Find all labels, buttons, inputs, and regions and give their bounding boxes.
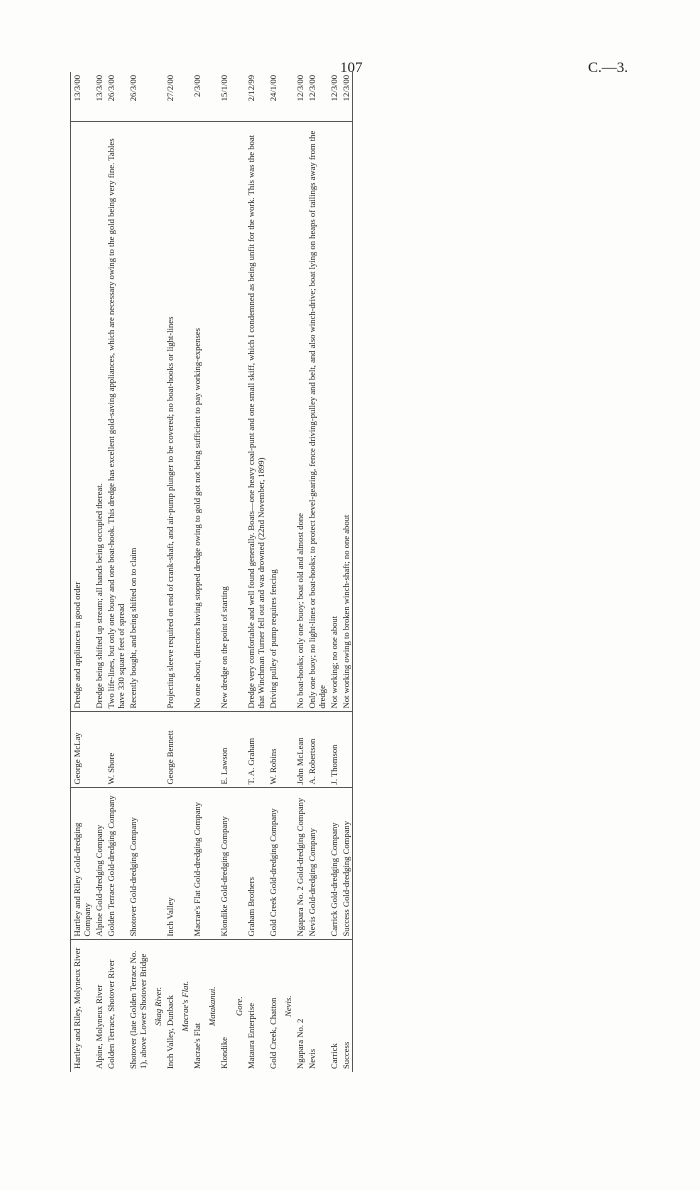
region-heading-row: [279, 72, 294, 1072]
region-heading: Matakanui.: [203, 940, 218, 1072]
remarks-cell: Dredge and appliances in good order: [71, 122, 94, 712]
owner-cell: Klondike Gold-dredging Company: [218, 788, 230, 940]
owner-cell: Alpine Gold-dredging Company: [93, 788, 105, 940]
table-row: [127, 72, 149, 1072]
dredge-name-cell: Hartley and Riley, Molyneux River: [71, 940, 94, 1072]
table-row: [71, 72, 94, 1072]
owner-cell: Ngapara No. 2 Gold-dredging Company: [294, 788, 306, 940]
owner-cell: Hartley and Riley Gold-dredging Company: [71, 788, 94, 940]
table-row: [105, 72, 127, 1072]
remarks-cell: Dredge very comfortable and well found generally. Boats—one heavy coal-punt and one small skiff, which I condemned as being unfit for the work. This was the boat that Winchman Turner fell out and was drowned (22nd November, 1899): [245, 122, 267, 712]
date-cell: 2/12/99: [246, 75, 256, 102]
date-cell: 12/3/00: [295, 75, 305, 102]
master-cell: J. Thomson: [328, 712, 340, 788]
master-cell: E. Lawson: [218, 712, 230, 788]
dredge-name-cell: Mataura Enterprise: [245, 940, 267, 1072]
table-row: [340, 72, 353, 1072]
owner-cell: Shotover Gold-dredging Company: [127, 788, 149, 940]
table-row: [267, 72, 279, 1072]
owner-cell: Gold Creek Gold-dredging Company: [267, 788, 279, 940]
date-cell: 2/3/00: [192, 75, 202, 97]
dredge-name-cell: Nevis: [306, 940, 328, 1072]
rotated-dredge-table: [70, 72, 392, 1072]
date-cell: 12/3/00: [341, 75, 351, 102]
date-cell: 12/3/00: [329, 75, 339, 102]
master-cell: W. Robins: [267, 712, 279, 788]
remarks-cell: Only one buoy; no light-lines or boat-hooks; to protect bevel-gearing, fence driving-pulley and belt, and also winch-drive; boat lying on heaps of tailings away from the dredge: [306, 122, 328, 712]
master-cell: [93, 712, 105, 788]
master-cell: John McLean: [294, 712, 306, 788]
date-cell: 26/3/00: [128, 75, 138, 102]
region-heading: Skag River.: [149, 940, 164, 1072]
dredge-name-cell: Klondike: [218, 940, 230, 1072]
date-cell: 13/3/00: [72, 75, 82, 102]
table-row: [191, 72, 203, 1072]
master-cell: George McLay: [71, 712, 94, 788]
date-cell: 13/3/00: [94, 75, 104, 102]
master-cell: T. A. Graham: [245, 712, 267, 788]
table-row: [245, 72, 267, 1072]
remarks-cell: New dredge on the point of starting: [218, 122, 230, 712]
dredge-name-cell: Shotover (late Golden Terrace No. 1), above Lower Shotover Bridge: [127, 940, 149, 1072]
remarks-cell: Dredge being shifted up stream; all hands being occupied thereat.: [93, 122, 105, 712]
master-cell: A. Robertson: [306, 712, 328, 788]
table-row: [306, 72, 328, 1072]
remarks-cell: Not working; no one about: [328, 122, 340, 712]
region-heading: Nevis.: [279, 940, 294, 1072]
master-cell: W. Shore: [105, 712, 127, 788]
master-cell: [191, 712, 203, 788]
master-cell: [340, 712, 353, 788]
owner-cell: Nevis Gold-dredging Company: [306, 788, 328, 940]
owner-cell: Macrae's Flat Gold-dredging Company: [191, 788, 203, 940]
remarks-cell: No boat-hooks; only one buoy; boat old and almost done: [294, 122, 306, 712]
dredge-name-cell: Gold Creek, Chatton: [267, 940, 279, 1072]
owner-cell: Success Gold-dredging Company: [340, 788, 353, 940]
dredge-name-cell: Alpine, Molyneux River: [93, 940, 105, 1072]
remarks-cell: Recently bought, and being shifted on to claim: [127, 122, 149, 712]
owner-cell: Inch Valley: [164, 788, 176, 940]
owner-cell: Graham Brothers: [245, 788, 267, 940]
table-row: [164, 72, 176, 1072]
dredge-name-cell: Golden Terrace, Shotover River: [105, 940, 127, 1072]
remarks-cell: Projecting sleeve required on end of crank-shaft, and air-pump plunger to be covered; no boat-hooks or light-lines: [164, 122, 176, 712]
dredge-name-cell: Success: [340, 940, 353, 1072]
table-row: [218, 72, 230, 1072]
dredge-name-cell: Inch Valley, Dunback: [164, 940, 176, 1072]
date-cell: 15/1/00: [219, 75, 229, 102]
dredge-inspection-table: [70, 72, 353, 1072]
region-heading-row: [203, 72, 218, 1072]
region-heading-row: [230, 72, 245, 1072]
dredge-name-cell: Macrae's Flat: [191, 940, 203, 1072]
table-body: [71, 72, 353, 1072]
dredge-name-cell: Carrick: [328, 940, 340, 1072]
owner-cell: Carrick Gold-dredging Company: [328, 788, 340, 940]
date-cell: 27/2/00: [165, 75, 175, 102]
date-cell: 12/3/00: [307, 75, 317, 102]
remarks-cell: Driving pulley of pump requires fencing: [267, 122, 279, 712]
table-row: [294, 72, 306, 1072]
date-cell: 24/1/00: [268, 75, 278, 102]
master-cell: George Bennett: [164, 712, 176, 788]
table-row: [93, 72, 105, 1072]
page-number: 107: [340, 60, 363, 76]
remarks-cell: No one about, directors having stopped dredge owing to gold got not being sufficient to pay working-expenses: [191, 122, 203, 712]
owner-cell: Golden Terrace Gold-dredging Company: [105, 788, 127, 940]
document-reference: C.—3.: [588, 60, 629, 76]
master-cell: [127, 712, 149, 788]
region-heading-row: [176, 72, 191, 1072]
table-row: [328, 72, 340, 1072]
remarks-cell: Not working owing to broken winch-shaft; no one about: [340, 122, 353, 712]
date-cell: 26/3/00: [106, 75, 116, 102]
remarks-cell: Two life-lines, but only one buoy and one boat-hook. This dredge has excellent gold-saving appliances, which are necessary owing to the gold being very fine. Tables have 330 square feet of spread: [105, 122, 127, 712]
region-heading: Gore.: [230, 940, 245, 1072]
region-heading-row: [149, 72, 164, 1072]
dredge-name-cell: Ngapara No. 2: [294, 940, 306, 1072]
region-heading: Macrae's Flat.: [176, 940, 191, 1072]
